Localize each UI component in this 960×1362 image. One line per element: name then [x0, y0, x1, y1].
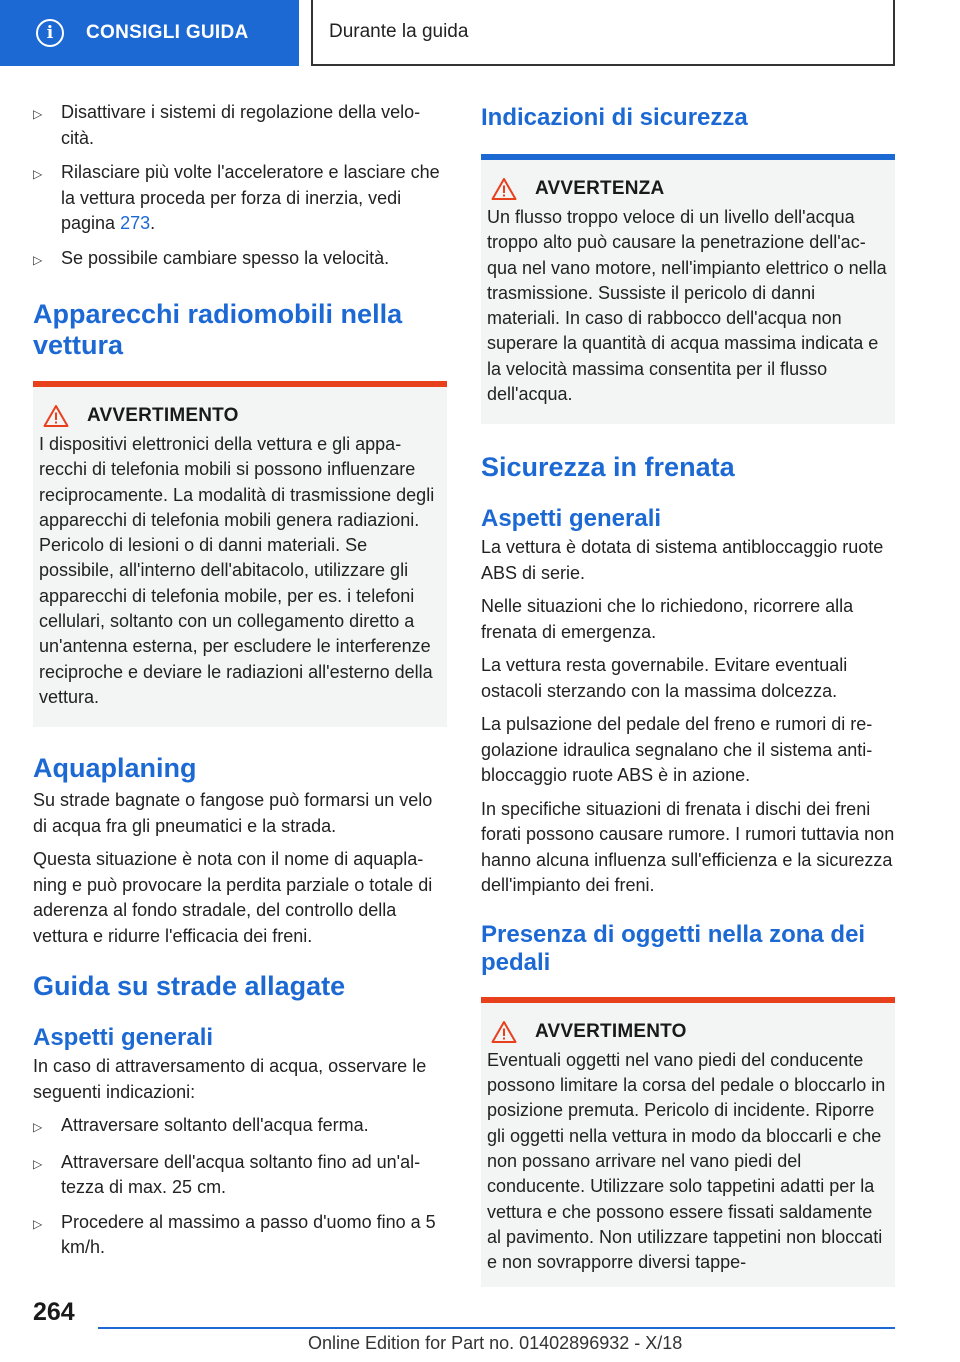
heading-pedal-objects: Presenza di oggetti nella zona dei pedali — [481, 920, 866, 976]
list-item-text: Disattivare i sistemi di regolazione della velocità. — [61, 102, 421, 148]
paragraph: Su strade bagnate o fangose può formarsi un velo di acqua fra gli pneumatici e la strada. — [33, 790, 433, 836]
subheading-general: Aspetti generali — [481, 505, 662, 533]
paragraph: Questa situazione è nota con il nome di aquaplaning e può provocare la perdita parziale o totale di aderenza al fondo stradale, del controllo della vettura e ridurre l'efficacia dei freni. — [33, 849, 433, 946]
info-icon: i — [36, 19, 64, 47]
footer-divider — [98, 1327, 895, 1329]
right-column — [481, 100, 895, 1287]
list-item-text: Attraversare dell'acqua soltanto fino ad un'altezza di max. 25 cm. — [61, 1151, 421, 1198]
list-item — [33, 1113, 447, 1141]
paragraph: La vettura resta governabile. Evitare eventuali ostacoli sterzando con la massima dolcezza. — [481, 655, 848, 701]
footer-edition: Online Edition for Part no. 01402896932 - X/18 — [308, 1333, 683, 1353]
page-reference-link[interactable]: 273 — [120, 213, 151, 233]
header-tab[interactable] — [0, 0, 299, 66]
paragraph: La vettura è dotata di sistema antibloccaggio ruote ABS di serie. — [481, 537, 884, 583]
subheading-general: Aspetti generali — [33, 1024, 214, 1052]
header-section-title: Durante la guida — [329, 21, 469, 42]
list-item — [33, 1150, 447, 1201]
warning-title: AVVERTIMENTO — [535, 1020, 687, 1042]
list-item-text-end: . — [150, 213, 156, 233]
list-item-text: Attraversare soltanto dell'acqua ferma. — [61, 1115, 369, 1136]
paragraph: In caso di attraversamento di acqua, osservare le seguenti indicazioni: — [33, 1056, 427, 1102]
list-item — [33, 160, 447, 237]
triangle-bullet-icon: ▷ — [33, 167, 43, 181]
list-item-text: Rilasciare più volte l'acceleratore e lasciare che la vettura proceda per forza di inerzia, vedi pagina — [61, 162, 440, 233]
paragraph: In specifiche situazioni di frenata i dischi dei freni forati possono causare rumore. I rumori tuttavia non hanno alcuna influenza sull'efficienza e la sicurezza dell'impianto dei freni. — [481, 798, 895, 896]
warning-box — [33, 381, 447, 727]
list-item — [33, 1210, 447, 1261]
heading-aquaplaning: Aquaplaning — [33, 753, 197, 784]
list-item — [33, 100, 447, 151]
warning-text: Eventuali oggetti nel vano piedi del conducente possono limitare la corsa del pedale o bloccarlo in posizione premuta. Pericolo di incidente. Riporre gli oggetti nella vettura in modo da bloccarli e che non possano arrivare nel vano piedi del conducente. Utilizzare solo tappetini adatti per la vettura e che possono essere fissati saldamente al pavimento. Non utilizzare tappetini non bloccati e non sovrapporre diversi tappe- — [487, 1049, 886, 1273]
triangle-bullet-icon: ▷ — [33, 1120, 43, 1135]
warning-triangle-icon — [43, 404, 69, 428]
notice-title: AVVERTENZA — [535, 178, 665, 199]
heading-safety-notes: Indicazioni di sicurezza — [481, 104, 748, 131]
header-tab-label: CONSIGLI GUIDA — [86, 22, 249, 43]
notice-box — [481, 154, 895, 424]
list-item — [33, 246, 447, 274]
heading-flooded-roads: Guida su strade allagate — [33, 971, 346, 1002]
list-item-text: Se possibile cambiare spesso la velocità. — [61, 247, 390, 268]
heading-braking-safety: Sicurezza in frenata — [481, 452, 735, 483]
warning-triangle-icon — [491, 1020, 517, 1044]
triangle-bullet-icon: ▷ — [33, 107, 43, 121]
warning-box — [481, 997, 895, 1287]
triangle-bullet-icon: ▷ — [33, 252, 43, 267]
triangle-bullet-icon: ▷ — [33, 1156, 43, 1171]
left-column — [33, 100, 447, 1270]
triangle-bullet-icon: ▷ — [33, 1216, 43, 1231]
heading-radio-devices: Apparecchi radiomobili nella vettura — [33, 299, 403, 360]
paragraph: La pulsazione del pedale del freno e rumori di regolazione idraulica segnalano che il sistema antibloccaggio ruote ABS è in azione. — [481, 714, 873, 786]
notice-text: Un flusso troppo veloce di un livello dell'acqua troppo alto può causare la penetrazione dell'acqua nel vano motore, nell'impianto elettrico o nella trasmissione. Sussiste il pericolo di danni materiali. In caso di rabbocco dell'acqua non superare la quantità di acqua massima indicata e la velocità massima consentita per il flusso dell'acqua. — [487, 207, 887, 405]
warning-title: AVVERTIMENTO — [87, 405, 239, 426]
list-item-text: Procedere al massimo a passo d'uomo fino a 5 km/h. — [61, 1211, 436, 1258]
header-section-box — [311, 0, 895, 66]
page-number: 264 — [33, 1298, 75, 1326]
warning-text: I dispositivi elettronici della vettura e gli apparecchi di telefonia mobili si possono influenzare reciprocamente. La modalità di trasmissione degli apparecchi di telefonia mobili genera radiazioni. Pericolo di lesioni o di danni materiali. Se possibile, all'interno dell'abitacolo, utilizzare gli apparecchi di telefonia mobile, per es. i telefoni cellulari, soltanto con un collegamento diretto a un'antenna esterna, per escludere le interferenze reciproche e deviare le radiazioni all'esterno della vettura. — [39, 434, 435, 707]
warning-triangle-icon — [491, 177, 517, 201]
paragraph: Nelle situazioni che lo richiedono, ricorrere alla frenata di emergenza. — [481, 596, 854, 642]
